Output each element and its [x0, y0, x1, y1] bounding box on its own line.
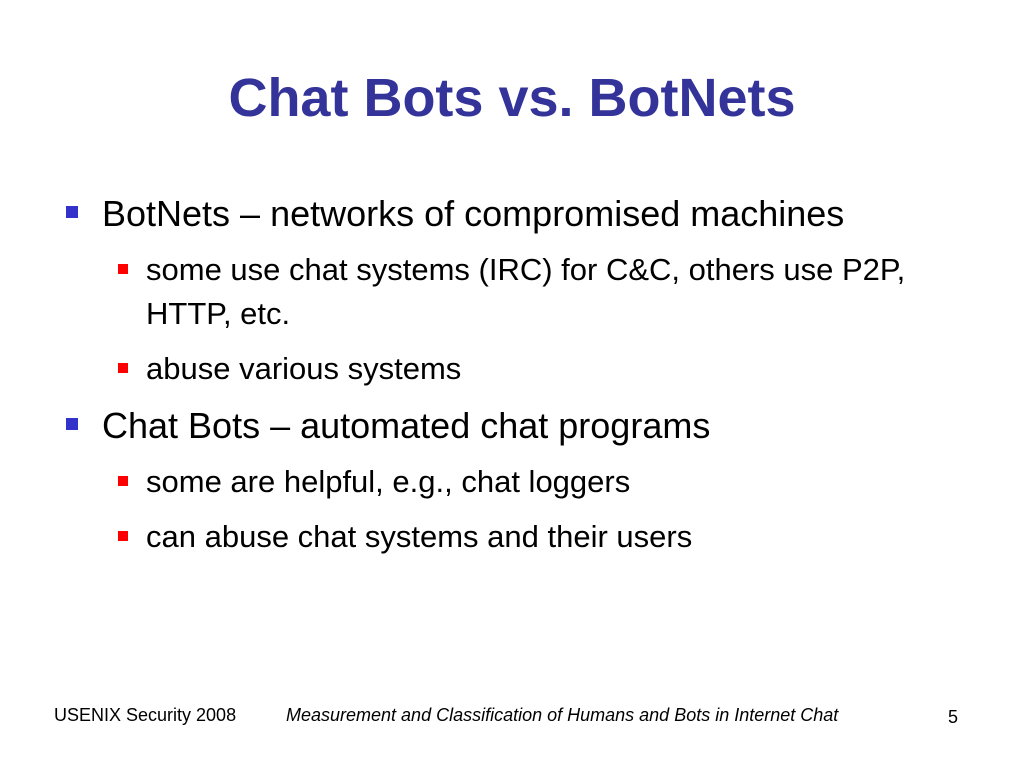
square-bullet-icon — [118, 264, 128, 274]
square-bullet-icon — [118, 363, 128, 373]
footer-paper-title: Measurement and Classification of Humans and Bots in Internet Chat — [286, 705, 839, 725]
square-bullet-icon — [66, 206, 78, 218]
sub-bullet-item — [106, 515, 972, 559]
sub-bullet-item — [106, 460, 972, 504]
slide-title: Chat Bots vs. BotNets — [228, 68, 796, 128]
square-bullet-icon — [118, 531, 128, 541]
footer-conference: USENIX Security 2008 — [54, 705, 237, 725]
bullet-item-chat-bots — [62, 402, 972, 450]
sub-bullet-item — [106, 347, 972, 391]
sub-bullet-text: some are helpful, e.g., chat loggers — [146, 464, 631, 499]
bullet-item-botnets — [62, 190, 972, 238]
bullet-text: BotNets – networks of compromised machines — [102, 193, 845, 234]
sub-bullet-text: can abuse chat systems and their users — [146, 519, 693, 554]
square-bullet-icon — [66, 418, 78, 430]
sub-bullet-text: abuse various systems — [146, 351, 462, 386]
slide-number: 5 — [948, 707, 959, 727]
sub-bullet-text: some use chat systems (IRC) for C&C, others use P2P, HTTP, etc. — [146, 252, 906, 331]
bullet-text: Chat Bots – automated chat programs — [102, 405, 711, 446]
bullet-list — [62, 190, 972, 570]
square-bullet-icon — [118, 476, 128, 486]
sub-bullet-item — [106, 248, 972, 336]
